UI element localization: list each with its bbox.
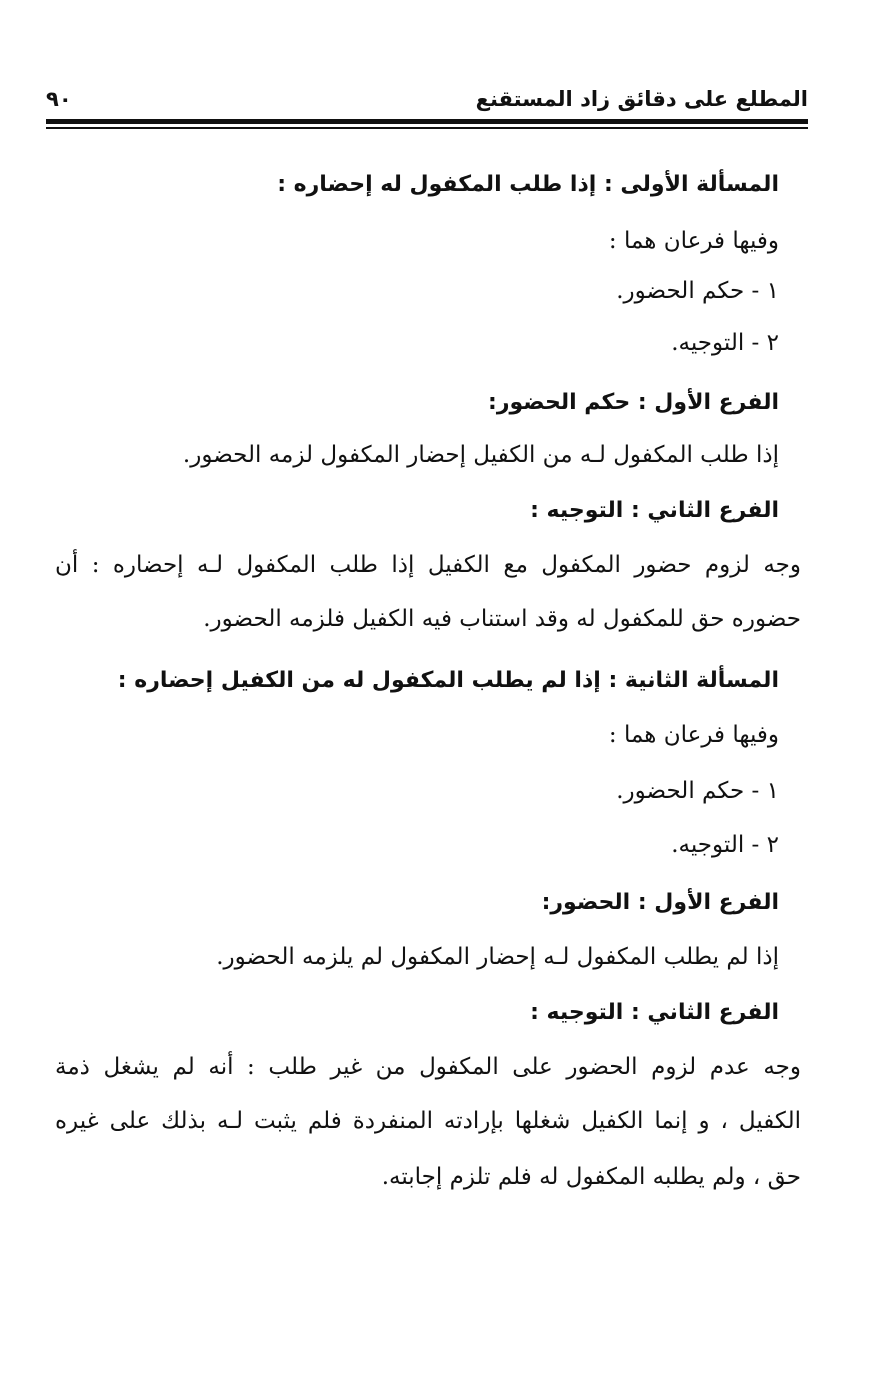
- page-number: ٩٠: [46, 87, 72, 111]
- header-rule-thin: [46, 127, 808, 129]
- page-header: [46, 78, 808, 118]
- issue-two-second-branch-text-3: حق ، ولم يطلبه المكفول له فلم تلزم إجابته.: [381, 1164, 801, 1190]
- issue-one-second-branch-text-1: وجه لزوم حضور المكفول مع الكفيل إذا طلب المكفول لـه إحضاره : أن: [55, 552, 801, 578]
- running-title: المطلع على دقائق زاد المستقنع: [475, 87, 808, 111]
- issue-two-second-branch-text-2: الكفيل ، و إنما الكفيل شغلها بإرادته المنفردة فلم يثبت لـه بذلك على غيره: [55, 1108, 801, 1134]
- issue-two-branch-1: ١ - حكم الحضور.: [616, 778, 779, 804]
- issue-two-heading: المسألة الثانية : إذا لم يطلب المكفول له من الكفيل إحضاره :: [117, 668, 779, 693]
- issue-two-first-branch-text: إذا لم يطلب المكفول لـه إحضار المكفول لم يلزمه الحضور.: [216, 944, 779, 970]
- issue-one-first-branch-text: إذا طلب المكفول لـه من الكفيل إحضار المكفول لزمه الحضور.: [182, 442, 779, 468]
- issue-one-branch-2: ٢ - التوجيه.: [671, 330, 779, 356]
- issue-two-second-branch-heading: الفرع الثاني : التوجيه :: [530, 1000, 779, 1025]
- issue-two-branches-intro: وفيها فرعان هما :: [608, 722, 779, 748]
- issue-two-second-branch-text-1: وجه عدم لزوم الحضور على المكفول من غير طلب : أنه لم يشغل ذمة: [55, 1054, 801, 1080]
- issue-one-second-branch-text-2: حضوره حق للمكفول له وقد استناب فيه الكفيل فلزمه الحضور.: [203, 606, 801, 632]
- issue-one-branches-intro: وفيها فرعان هما :: [608, 228, 779, 254]
- issue-one-second-branch-heading: الفرع الثاني : التوجيه :: [530, 498, 779, 523]
- issue-one-branch-1: ١ - حكم الحضور.: [616, 278, 779, 304]
- issue-two-branch-2: ٢ - التوجيه.: [671, 832, 779, 858]
- issue-one-first-branch-heading: الفرع الأول : حكم الحضور:: [488, 390, 779, 415]
- header-rule-thick: [46, 119, 808, 124]
- issue-one-heading: المسألة الأولى : إذا طلب المكفول له إحضاره :: [277, 172, 779, 197]
- issue-two-first-branch-heading: الفرع الأول : الحضور:: [541, 890, 779, 915]
